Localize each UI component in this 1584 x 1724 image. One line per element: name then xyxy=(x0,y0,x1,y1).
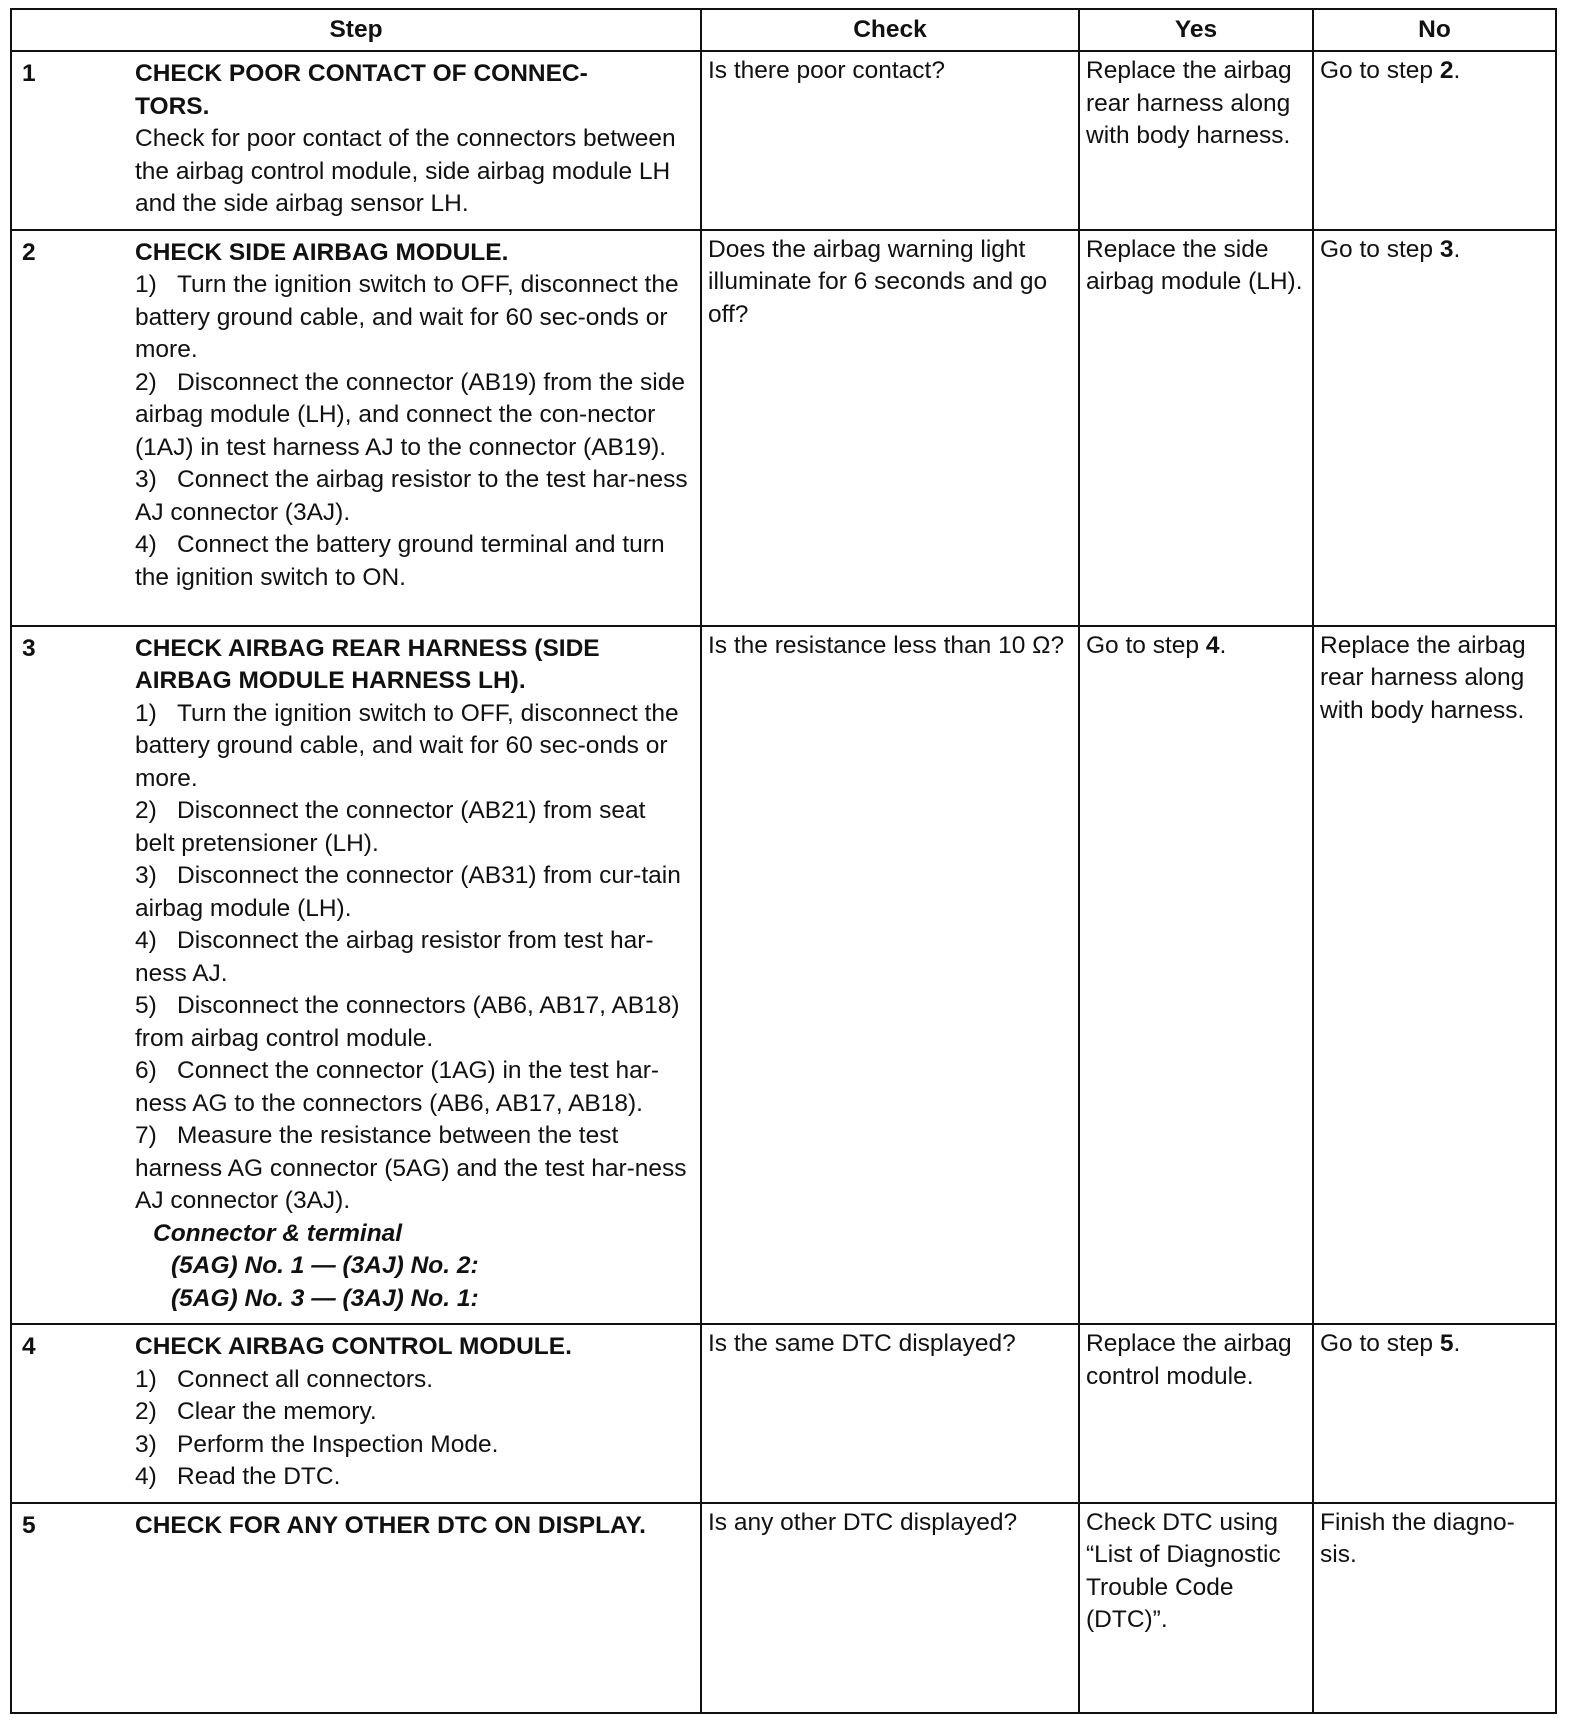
instruction-item xyxy=(135,1055,688,1120)
instruction-item xyxy=(135,269,688,367)
instruction-text: Disconnect the connector (AB31) from cur-tain airbag module (LH). xyxy=(135,862,681,922)
no-text: Go to step xyxy=(1320,235,1440,263)
header-no: No xyxy=(1313,9,1556,51)
no-cell xyxy=(1313,1324,1556,1503)
spec-line: (5AG) No. 3 — (3AJ) No. 1: xyxy=(171,1284,479,1312)
step-ref: 3 xyxy=(1439,235,1454,263)
spec-line: (5AG) No. 1 — (3AJ) No. 2: xyxy=(171,1252,479,1279)
instruction-text: Connect all connectors. xyxy=(177,1365,434,1393)
step-number: 2 xyxy=(22,238,36,266)
instruction-text: Turn the ignition switch to OFF, disconnect the battery ground cable, and wait for 60 sec-onds or more. xyxy=(135,271,679,363)
step-number: 1 xyxy=(22,60,36,87)
yes-text: Go to step xyxy=(1086,631,1206,659)
instruction-number: 2) xyxy=(135,1398,157,1425)
yes-cell: Check DTC using “List of Diagnostic Trouble Code (DTC)”. xyxy=(1079,1503,1313,1714)
instruction-text: Read the DTC. xyxy=(177,1463,341,1490)
no-text: Go to step xyxy=(1320,1330,1440,1357)
table-row xyxy=(11,626,1556,1325)
instruction-number: 4) xyxy=(135,531,157,558)
instruction-number: 1) xyxy=(135,699,157,727)
no-cell: Replace the airbag rear harness along with body harness. xyxy=(1313,626,1556,1325)
instruction-number: 2) xyxy=(135,368,157,396)
step-number: 5 xyxy=(22,1511,36,1539)
step-title: CHECK POOR CONTACT OF CONNEC- TORS. xyxy=(135,60,588,120)
instruction-number: 5) xyxy=(135,992,157,1019)
instruction-item xyxy=(135,1461,688,1494)
step-ref: 5 xyxy=(1439,1330,1454,1357)
instruction-item xyxy=(135,367,688,465)
instruction-item xyxy=(135,1120,688,1218)
check-cell: Does the airbag warning light illuminate for 6 seconds and go off? xyxy=(701,230,1079,626)
instruction-number: 3) xyxy=(135,862,157,889)
instruction-text: Connect the connector (1AG) in the test har-ness AG to the connectors (AB6, AB17, AB18). xyxy=(135,1057,660,1117)
no-suffix: . xyxy=(1453,1330,1461,1357)
instruction-item xyxy=(135,990,688,1055)
check-cell: Is the resistance less than 10 Ω? xyxy=(701,626,1079,1325)
instruction-item xyxy=(135,529,688,594)
yes-cell: Replace the airbag control module. xyxy=(1079,1324,1313,1503)
table-row xyxy=(11,1324,1556,1503)
instruction-text: Connect the battery ground terminal and turn the ignition switch to ON. xyxy=(135,531,665,591)
check-cell: Is any other DTC displayed? xyxy=(701,1503,1079,1714)
step-title: CHECK SIDE AIRBAG MODULE. xyxy=(135,238,509,266)
yes-suffix: . xyxy=(1219,631,1227,659)
check-cell: Is the same DTC displayed? xyxy=(701,1324,1079,1503)
step-cell xyxy=(11,51,701,230)
header-step: Step xyxy=(11,9,701,51)
step-number: 3 xyxy=(22,634,36,662)
header-row xyxy=(11,9,1556,51)
no-cell: Finish the diagno-sis. xyxy=(1313,1503,1556,1714)
instruction-item xyxy=(135,698,688,796)
step-ref: 2 xyxy=(1439,57,1454,84)
instruction-number: 4) xyxy=(135,927,157,954)
table-row xyxy=(11,1503,1556,1714)
instruction-number: 1) xyxy=(135,271,157,298)
yes-cell: Replace the side airbag module (LH). xyxy=(1079,230,1313,626)
header-check: Check xyxy=(701,9,1079,51)
instruction-number: 1) xyxy=(135,1365,157,1393)
instruction-text: Disconnect the connectors (AB6, AB17, AB18) from airbag control module. xyxy=(135,992,680,1052)
instruction-number: 3) xyxy=(135,466,157,493)
step-title: CHECK FOR ANY OTHER DTC ON DISPLAY. xyxy=(135,1511,646,1539)
step-cell xyxy=(11,626,701,1325)
step-number: 4 xyxy=(22,1333,36,1360)
instruction-text: Connect the airbag resistor to the test har-ness AJ connector (3AJ). xyxy=(135,466,688,526)
table-row xyxy=(11,230,1556,626)
instruction-item xyxy=(135,464,688,529)
instruction-text: Disconnect the connector (AB19) from the side airbag module (LH), and connect the con-nector (1AJ) in test harness AJ to the connector (AB19). xyxy=(135,368,685,461)
header-yes: Yes xyxy=(1079,9,1313,51)
instruction-item xyxy=(135,925,688,990)
step-ref: 4 xyxy=(1205,631,1220,659)
instruction-text: Disconnect the airbag resistor from test har-ness AJ. xyxy=(135,927,654,987)
instruction-text: Disconnect the connector (AB21) from seat belt pretensioner (LH). xyxy=(135,797,646,857)
step-cell xyxy=(11,1324,701,1503)
instruction-number: 6) xyxy=(135,1057,157,1084)
instruction-text: Measure the resistance between the test harness AG connector (5AG) and the test har-ness AJ connector (3AJ). xyxy=(135,1122,687,1214)
instruction-text: Turn the ignition switch to OFF, disconnect the battery ground cable, and wait for 60 sec-onds or more. xyxy=(135,699,679,792)
table-row xyxy=(11,51,1556,230)
check-cell: Is there poor contact? xyxy=(701,51,1079,230)
diagnostic-table xyxy=(10,8,1557,1714)
instruction-item xyxy=(135,1429,688,1462)
step-cell xyxy=(11,230,701,626)
no-cell xyxy=(1313,230,1556,626)
no-cell xyxy=(1313,51,1556,230)
instruction-item xyxy=(135,1396,688,1429)
yes-cell xyxy=(1079,626,1313,1325)
instruction-item xyxy=(135,1364,688,1397)
instruction-number: 3) xyxy=(135,1430,157,1458)
instruction-number: 7) xyxy=(135,1122,157,1149)
instruction-item xyxy=(135,860,688,925)
instruction-number: 4) xyxy=(135,1463,157,1490)
instruction-text: Clear the memory. xyxy=(177,1398,377,1425)
instruction-text: Perform the Inspection Mode. xyxy=(177,1430,499,1458)
no-text: Go to step xyxy=(1320,57,1440,84)
no-suffix: . xyxy=(1453,235,1461,263)
step-cell xyxy=(11,1503,701,1714)
instruction-number: 2) xyxy=(135,797,157,824)
step-description: Check for poor contact of the connectors between the airbag control module, side airbag module LH and the side airbag sensor LH. xyxy=(135,125,676,217)
step-title: CHECK AIRBAG REAR HARNESS (SIDE AIRBAG MODULE HARNESS LH). xyxy=(135,634,600,694)
spec-heading: Connector & terminal xyxy=(153,1219,403,1247)
no-suffix: . xyxy=(1453,57,1461,84)
yes-cell: Replace the airbag rear harness along with body harness. xyxy=(1079,51,1313,230)
step-title: CHECK AIRBAG CONTROL MODULE. xyxy=(135,1333,572,1360)
instruction-item xyxy=(135,795,688,860)
